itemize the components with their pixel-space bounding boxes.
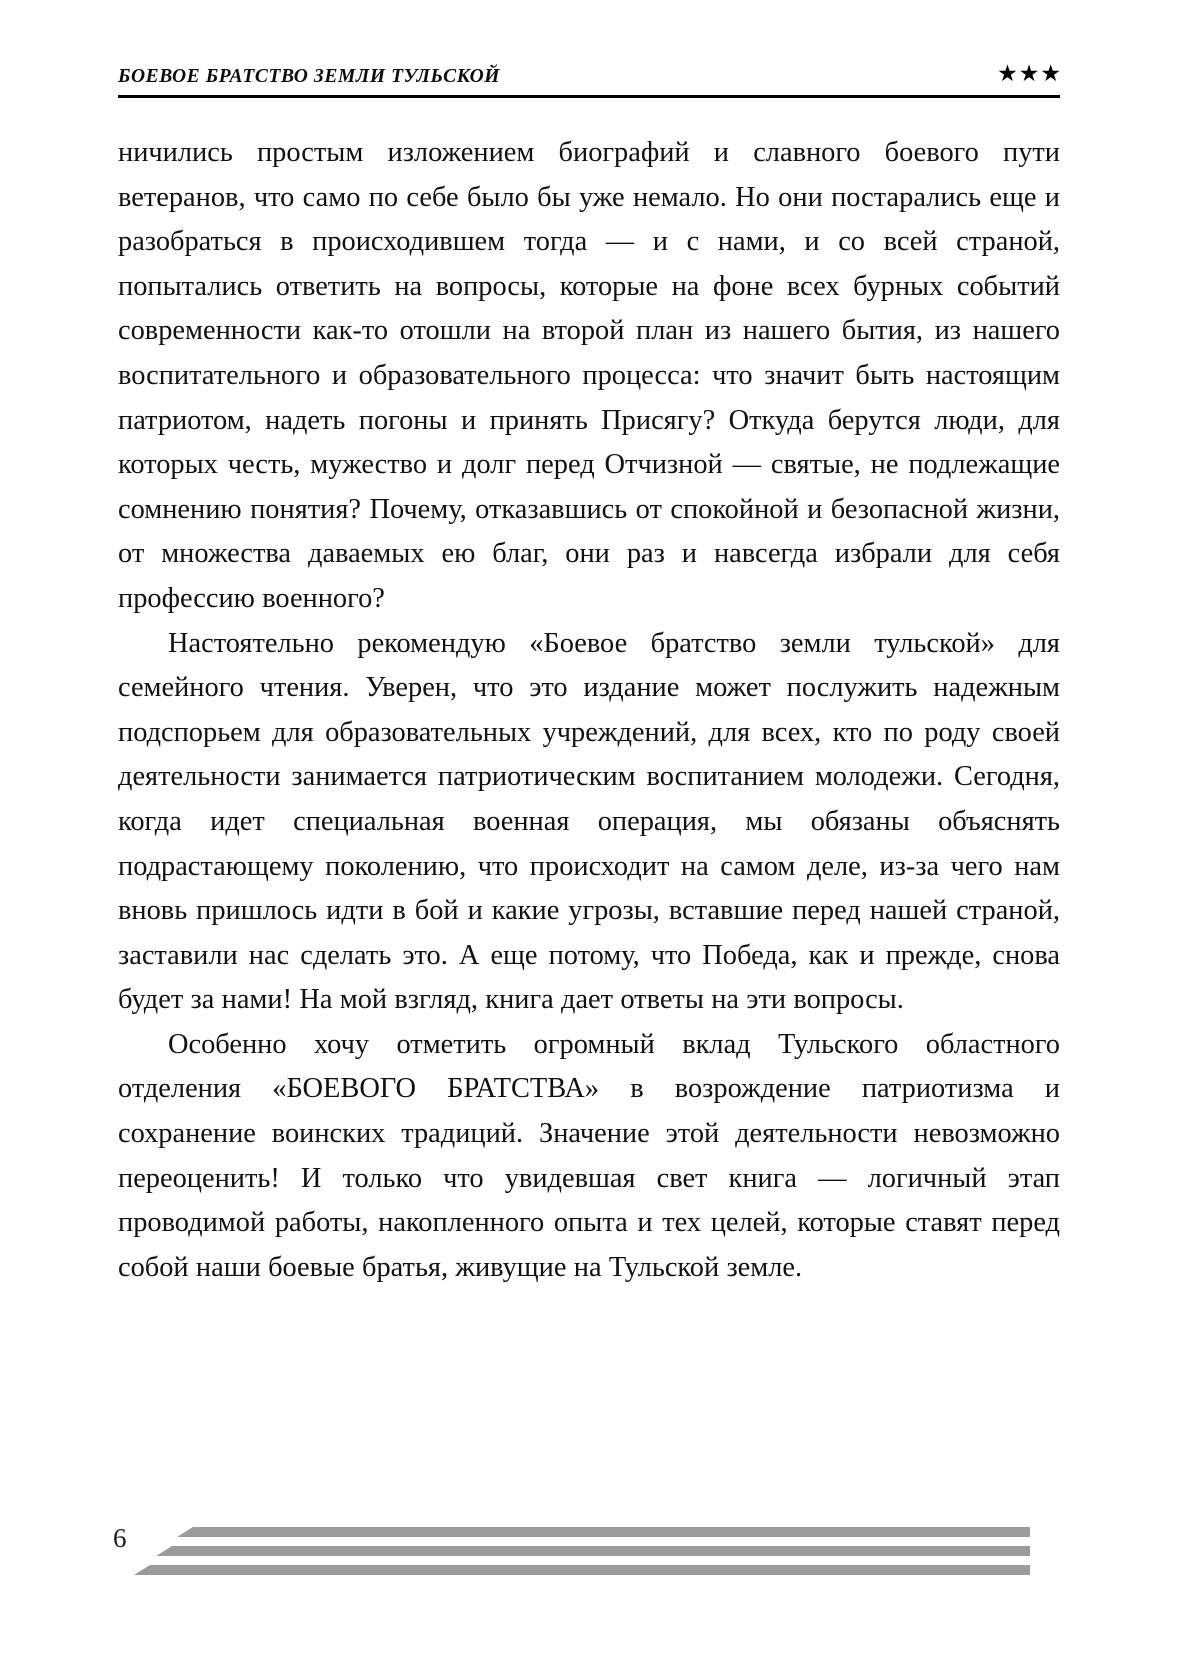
footer-decoration <box>150 1527 1030 1587</box>
star-icon: ★ <box>997 61 1017 86</box>
running-head-title: БОЕВОЕ БРАТСТВО ЗЕМЛИ ТУЛЬСКОЙ <box>118 65 501 87</box>
running-head <box>118 52 1060 86</box>
footer-bar <box>193 1527 1030 1537</box>
page-number: 6 <box>113 1523 127 1553</box>
star-icon: ★ <box>1018 61 1039 86</box>
header-rule <box>118 95 1060 98</box>
footer-bar <box>172 1546 1030 1556</box>
paragraph: Настоятельно рекомендую «Боевое братство земли тульской» для семейного чтения. Уверен, что это издание может послужить надежным подспорьем для образовательных учреждений, для всех, кто по роду своей деятельности занимается патриотическим воспитанием молодежи. Сегодня, когда идет специальная военная операция, мы обязаны объяснять подрастающему поколению, что происходит на самом деле, из-за чего нам вновь пришлось идти в бой и какие угрозы, вставшие перед нашей страной, заставили нас сделать это. А еще потому, что Победа, как и прежде, снова будет за нами! На мой взгляд, книга дает ответы на эти вопросы. <box>118 627 1060 1016</box>
footer-bar <box>150 1565 1030 1575</box>
paragraph: ничились простым изложением биографий и славного боевого пути ветеранов, что само по себе было бы уже немало. Но они постарались еще и разобраться в происходившем тогда — и с нами, и со всей страной, попытались ответить на вопросы, которые на фоне всех бурных событий современности как-то отошли на второй план из нашего бытия, из нашего воспитательного и образовательного процесса: что значит быть настоящим патриотом, надеть погоны и принять Присягу? Откуда берутся люди, для которых честь, мужество и долг перед Отчизной — святые, не подлежащие сомнению понятия? Почему, отказавшись от спокойной и безопасной жизни, от множества даваемых ею благ, они раз и навсегда избрали для себя профессию военного? <box>118 137 1060 614</box>
body-text-column <box>118 131 1060 1290</box>
star-icon: ★ <box>1040 61 1060 86</box>
running-head-stars <box>997 62 1060 85</box>
paragraph: Особенно хочу отметить огромный вклад Тульского областного отделения «БОЕВОГО БРАТСТВА» в возрождение патриотизма и сохранение воинских традиций. Значение этой деятельности невозможно переоценить! И только что увидевшая свет книга — логичный этап проводимой работы, накопленного опыта и тех целей, которые ставят перед собой наши боевые братья, живущие на Тульской земле. <box>118 1028 1060 1283</box>
